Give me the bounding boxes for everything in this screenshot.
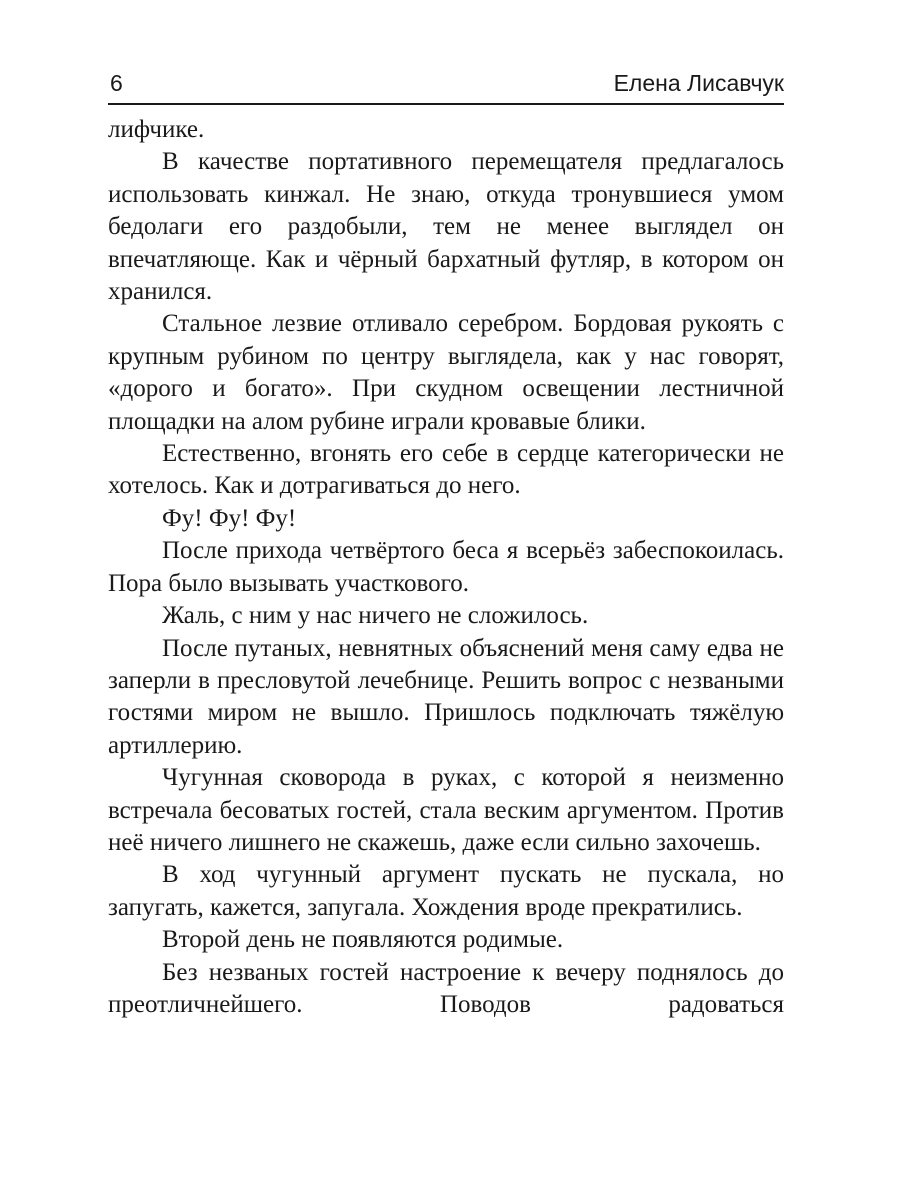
- paragraph: После путаных, невнятных объяснений меня саму едва не заперли в пресловутой лечебнице. Решить вопрос с незваными гостями миром не вышло. Пришлось подключать тяжёлую артиллерию.: [108, 634, 784, 759]
- running-head: [108, 66, 784, 100]
- paragraph: Стальное лезвие отливало серебром. Бордовая рукоять с крупным рубином по центру выглядела, как у нас говорят, «дорого и богато». При скудном освещении лестничной площадки на алом рубине играли кровавые блики.: [108, 310, 784, 435]
- paragraph: После прихода четвёртого беса я всерьёз забеспокоилась. Пора было вызывать участкового.: [108, 537, 784, 597]
- paragraph: В качестве портативного перемещателя предлагалось использовать кинжал. Не знаю, откуда тронувшиеся умом бедолаги его раздобыли, тем не менее выглядел он впечатляюще. Как и чёрный бархатный футляр, в котором он хранился.: [108, 148, 784, 306]
- header-rule: [108, 103, 784, 105]
- book-author: Елена Лисавчук: [613, 70, 784, 96]
- paragraph-continued: лифчике.: [108, 116, 205, 143]
- paragraph-last: Без незваных гостей настроение к вечеру поднялось до преотличнейшего. Поводов радоваться: [108, 958, 784, 1018]
- paragraph: Жаль, с ним у нас ничего не сложилось.: [162, 602, 589, 630]
- paragraph: Естественно, вгонять его себе в сердце категорически не хотелось. Как и дотрагиваться до него.: [108, 440, 784, 500]
- page-number: 6: [110, 70, 123, 96]
- body-text: [108, 114, 784, 1021]
- paragraph: Второй день не появляются родимые.: [162, 926, 564, 954]
- paragraph: В ход чугунный аргумент пускать не пускала, но запугать, кажется, запугала. Хождения вроде прекратились.: [108, 861, 784, 921]
- paragraph: Чугунная сковорода в руках, с которой я неизменно встречала бесоватых гостей, стала веским аргументом. Против неё ничего лишнего не скажешь, даже если сильно захочешь.: [108, 764, 784, 856]
- paragraph: Фу! Фу! Фу!: [162, 504, 297, 532]
